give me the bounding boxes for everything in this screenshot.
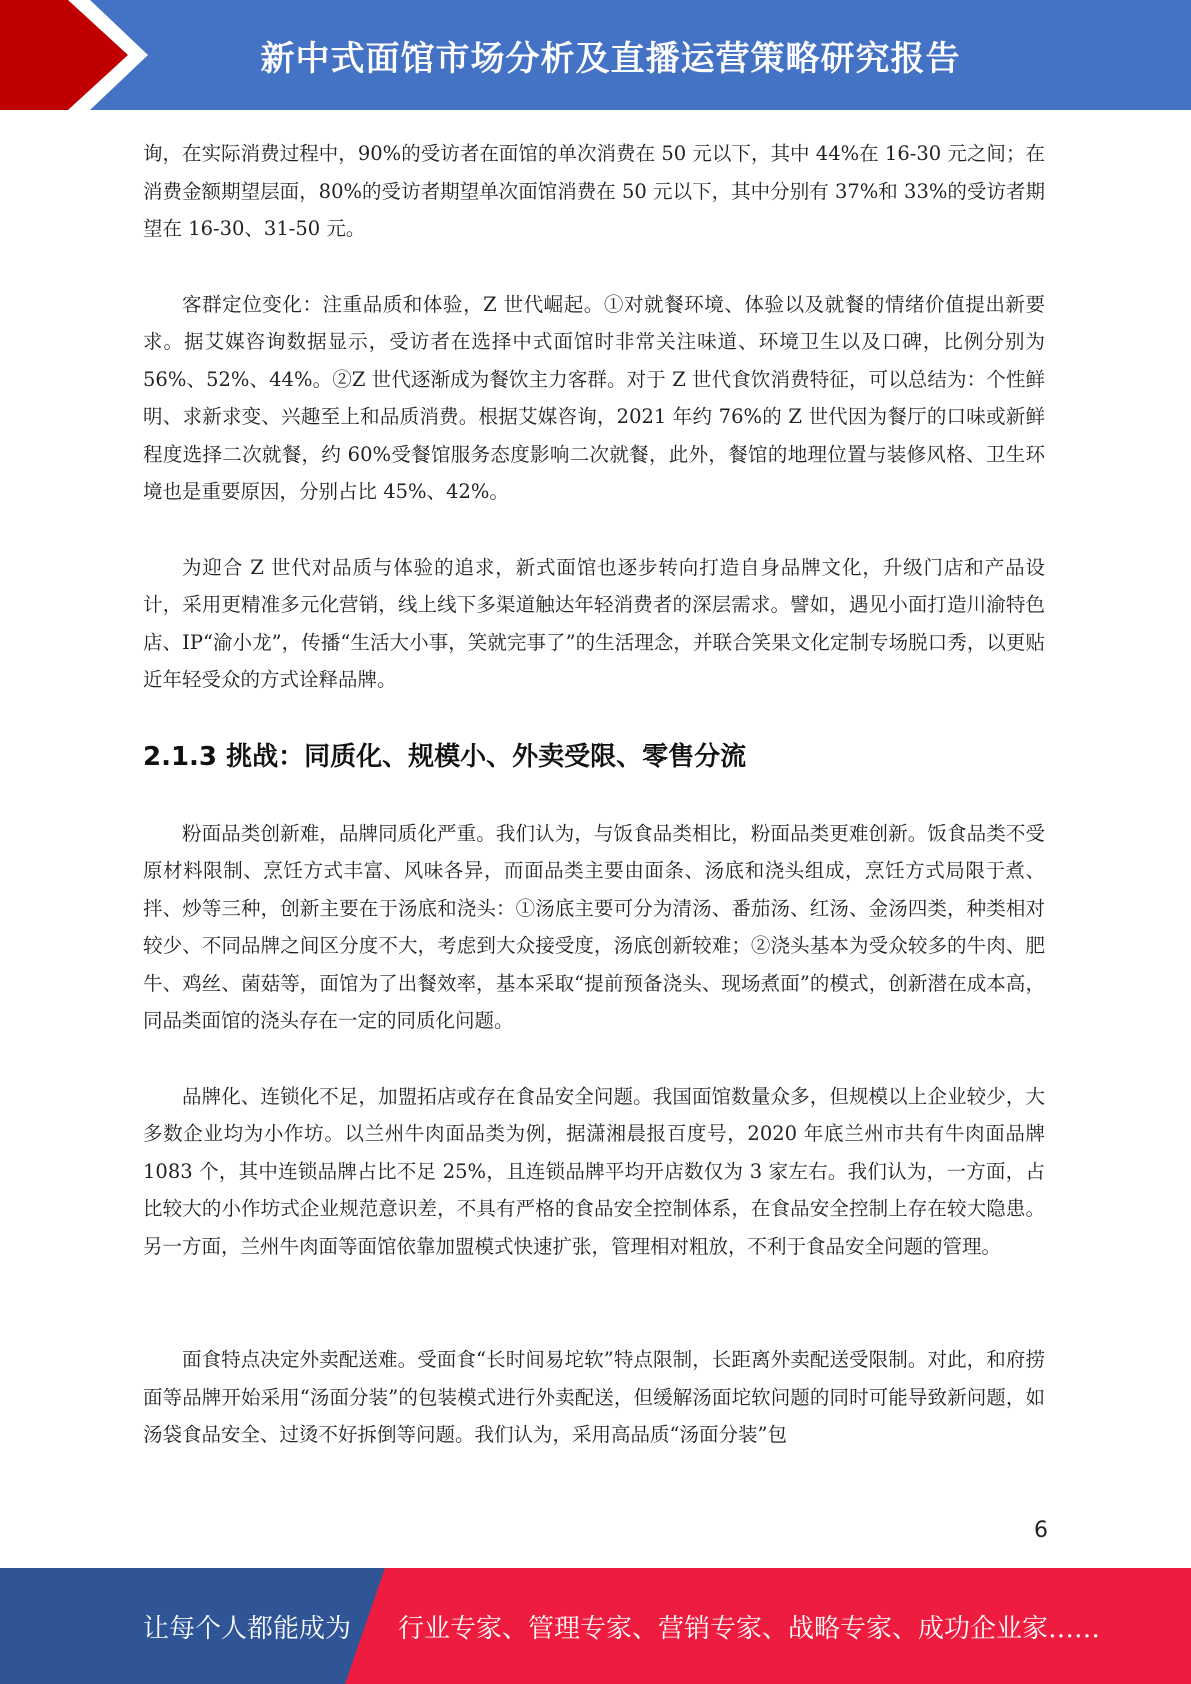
page-number: 6 xyxy=(1034,1518,1048,1543)
paragraph-customer-shift: 客群定位变化：注重品质和体验，Z 世代崛起。①对就餐环境、体验以及就餐的情绪价值提出新要求。据艾媒咨询数据显示，受访者在选择中式面馆时非常关注味道、环境卫生以及口碑，比例分别为 56%、52%、44%。②Z 世代逐渐成为餐饮主力客群。对于 Z 世代食饮消费特征，可以总结为：个性鲜明、求新求变、兴趣至上和品质消费。根据艾媒咨询，2021 年约 76%的 Z 世代因为餐厅的口味或新鲜程度选择二次就餐，约 60%受餐馆服务态度影响二次就餐，此外，餐馆的地理位置与装修风格、卫生环境也是重要原因，分别占比 45%、42%。 xyxy=(143,292,1045,503)
page-content xyxy=(143,135,1045,1454)
paragraph-consumption: 询，在实际消费过程中，90%的受访者在面馆的单次消费在 50 元以下，其中 44%在 16-30 元之间；在消费金额期望层面，80%的受访者期望单次面馆消费在 50 元以下，其中分别有 37%和 33%的受访者期望在 16-30、31-50 元。 xyxy=(143,142,1045,240)
page-footer xyxy=(0,1568,1191,1684)
paragraph-delivery: 面食特点决定外卖配送难。受面食“长时间易坨软”特点限制，长距离外卖配送受限制。对此，和府捞面等品牌开始采用“汤面分装”的包装模式进行外卖配送，但缓解汤面坨软问题的同时可能导致新问题，如汤袋食品安全、过烫不好拆倒等问题。我们认为，采用高品质“汤面分装”包 xyxy=(143,1348,1045,1446)
paragraph-homogenization: 粉面品类创新难，品牌同质化严重。我们认为，与饭食品类相比，粉面品类更难创新。饭食品类不受原材料限制、烹饪方式丰富、风味各异，而面品类主要由面条、汤底和浇头组成，烹饪方式局限于煮、拌、炒等三种，创新主要在于汤底和浇头：①汤底主要可分为清汤、番茄汤、红汤、金汤四类，种类相对较少、不同品牌之间区分度不大，考虑到大众接受度，汤底创新较难；②浇头基本为受众较多的牛肉、肥牛、鸡丝、菌菇等，面馆为了出餐效率，基本采取“提前预备浇头、现场煮面”的模式，创新潜在成本高，同品类面馆的浇头存在一定的同质化问题。 xyxy=(143,821,1045,1032)
section-heading: 2.1.3 挑战：同质化、规模小、外卖受限、零售分流 xyxy=(143,741,747,772)
report-title: 新中式面馆市场分析及直播运营策略研究报告 xyxy=(260,38,961,79)
page-header xyxy=(0,0,1191,110)
paragraph-chain-scale: 品牌化、连锁化不足，加盟拓店或存在食品安全问题。我国面馆数量众多，但规模以上企业较少，大多数企业均为小作坊。以兰州牛肉面品类为例，据潇湘晨报百度号，2020 年底兰州市共有牛肉面品牌 1083 个，其中连锁品牌占比不足 25%，且连锁品牌平均开店数仅为 3 家左右。我们认为，一方面，占比较大的小作坊式企业规范意识差，不具有严格的食品安全控制体系，在食品安全控制上存在较大隐患。另一方面，兰州牛肉面等面馆依靠加盟模式快速扩张，管理相对粗放，不利于食品安全问题的管理。 xyxy=(143,1084,1045,1258)
paragraph-brand-culture: 为迎合 Z 世代对品质与体验的追求，新式面馆也逐步转向打造自身品牌文化，升级门店和产品设计，采用更精准多元化营销，线上线下多渠道触达年轻消费者的深层需求。譬如，遇见小面打造川渝特色店、IP“渝小龙”，传播“生活大小事，笑就完事了”的生活理念，并联合笑果文化定制专场脱口秀，以更贴近年轻受众的方式诠释品牌。 xyxy=(143,555,1045,691)
footer-slogan-right: 行业专家、管理专家、营销专家、战略专家、成功企业家…… xyxy=(398,1613,1101,1644)
footer-slogan-left: 让每个人都能成为 xyxy=(143,1613,352,1644)
